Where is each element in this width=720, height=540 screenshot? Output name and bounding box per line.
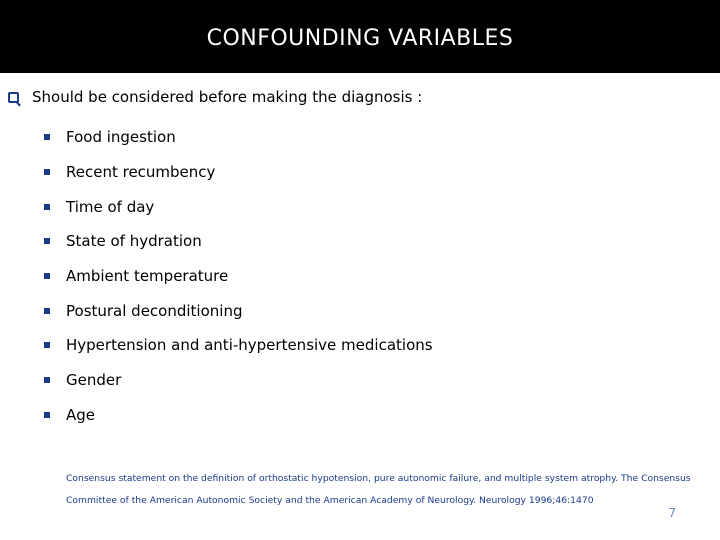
list-item	[44, 259, 433, 294]
page-number: 7	[668, 506, 676, 520]
list-item	[44, 293, 433, 328]
square-bullet-icon	[44, 134, 50, 140]
list-item-text: Postural deconditioning	[66, 301, 243, 320]
list-item-text: State of hydration	[66, 232, 202, 251]
slide-title: CONFOUNDING VARIABLES	[206, 26, 514, 51]
list-item-text: Ambient temperature	[66, 267, 229, 286]
list-item-text: Food ingestion	[66, 128, 176, 147]
square-bullet-icon	[44, 377, 50, 383]
square-bullet-icon	[44, 204, 50, 210]
list-item-text: Time of day	[66, 197, 155, 216]
main-bullet-point	[8, 86, 422, 108]
title-bar	[0, 0, 720, 73]
q-bullet-icon	[8, 92, 19, 103]
square-bullet-icon	[44, 342, 50, 348]
list-item-text: Hypertension and anti-hypertensive medications	[66, 336, 433, 355]
square-bullet-icon	[44, 273, 50, 279]
list-item-text: Age	[66, 405, 96, 424]
square-bullet-icon	[44, 412, 50, 418]
main-point-text: Should be considered before making the diagnosis :	[32, 88, 423, 106]
confounding-variable-list	[44, 120, 433, 432]
square-bullet-icon	[44, 238, 50, 244]
list-item	[44, 328, 433, 363]
list-item	[44, 155, 433, 190]
list-item	[44, 363, 433, 398]
list-item	[44, 398, 433, 433]
square-bullet-icon	[44, 169, 50, 175]
list-item	[44, 189, 433, 224]
list-item-text: Recent recumbency	[66, 163, 216, 182]
list-item-text: Gender	[66, 371, 122, 390]
list-item	[44, 120, 433, 155]
square-bullet-icon	[44, 308, 50, 314]
list-item	[44, 224, 433, 259]
reference-citation: Consensus statement on the definition of orthostatic hypotension, pure autonomic failure, and multiple system atrophy. The Consensus Committee of the American Autonomic Society and the American Academy of Neurology. Neurology 1996;46:1470	[66, 473, 691, 506]
